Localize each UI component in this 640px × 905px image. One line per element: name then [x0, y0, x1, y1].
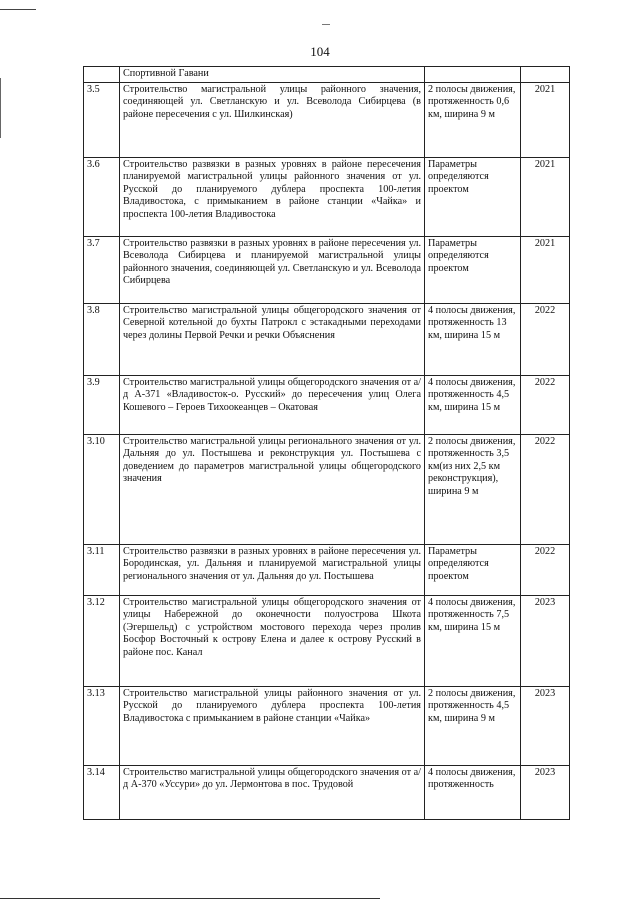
- row-description: Строительство магистральной улицы общегородского значения от а/д А-370 «Уссури» до ул. Лермонтова в пос. Трудовой: [120, 765, 425, 819]
- scan-corner-mark: [0, 9, 36, 10]
- row-year: 2022: [521, 303, 570, 375]
- row-description: Строительство магистральной улицы районного значения, соединяющей ул. Светланскую и ул. Всеволода Сибирцева (в районе пересечения с ул. Шилкинская): [120, 82, 425, 157]
- table-row: [84, 686, 570, 765]
- row-description: Строительство магистральной улицы общегородского значения от а/д А-371 «Владивосток-о. Русский» до пересечения улиц Олега Кошевого – Героев Тихоокеанцев – Окатовая: [120, 375, 425, 434]
- table-row: [84, 236, 570, 303]
- projects-table: [83, 66, 570, 820]
- row-parameters: 4 полосы движения, протяженность 4,5 км, ширина 15 м: [425, 375, 521, 434]
- row-number: 3.13: [84, 686, 120, 765]
- row-parameters: 2 полосы движения, протяженность 4,5 км, ширина 9 м: [425, 686, 521, 765]
- row-year: 2023: [521, 765, 570, 819]
- table-row: [84, 67, 570, 83]
- row-number: 3.10: [84, 434, 120, 544]
- row-number: 3.11: [84, 544, 120, 595]
- projects-table-body: [84, 67, 570, 820]
- table-row: [84, 434, 570, 544]
- row-description: Строительство магистральной улицы регионального значения от ул. Дальняя до ул. Постышева и реконструкция ул. Постышева с доведением до параметров магистральной улицы общегородского значения: [120, 434, 425, 544]
- row-description: Строительство развязки в разных уровнях в районе пересечения ул. Бородинская, ул. Дальняя и планируемой магистральной улицы регионального значения от ул. Дальняя до ул. Постышева: [120, 544, 425, 595]
- row-number: 3.7: [84, 236, 120, 303]
- row-parameters: [425, 67, 521, 83]
- row-year: 2022: [521, 434, 570, 544]
- row-parameters: 4 полосы движения, протяженность 13 км, ширина 15 м: [425, 303, 521, 375]
- row-description: Строительство магистральной улицы общегородского значения от Северной котельной до бухты Патрокл с эстакадными переходами через долины Первой Речки и речки Объяснения: [120, 303, 425, 375]
- row-year: 2021: [521, 157, 570, 236]
- table-row: [84, 82, 570, 157]
- table-row: [84, 375, 570, 434]
- row-parameters: Параметры определяются проектом: [425, 544, 521, 595]
- row-year: 2023: [521, 595, 570, 686]
- row-parameters: 2 полосы движения, протяженность 3,5 км(из них 2,5 км реконструкция), ширина 9 м: [425, 434, 521, 544]
- row-year: [521, 67, 570, 83]
- row-number: 3.12: [84, 595, 120, 686]
- page-number: 104: [310, 44, 330, 59]
- row-number: 3.14: [84, 765, 120, 819]
- row-year: 2022: [521, 544, 570, 595]
- scan-artifact: [322, 24, 330, 25]
- table-row: [84, 303, 570, 375]
- scan-edge-mark: [0, 78, 1, 138]
- row-parameters: 4 полосы движения, протяженность: [425, 765, 521, 819]
- row-parameters: 4 полосы движения, протяженность 7,5 км, ширина 15 м: [425, 595, 521, 686]
- row-parameters: Параметры определяются проектом: [425, 157, 521, 236]
- row-description: Строительство магистральной улицы общегородского значения от улицы Набережной до оконечности полуострова Шкота (Эгершельд) с устройством мостового перехода через пролив Босфор Восточный к острову Елена и далее к острову Русский в районе пос. Канал: [120, 595, 425, 686]
- row-parameters: 2 полосы движения, протяженность 0,6 км, ширина 9 м: [425, 82, 521, 157]
- row-year: 2022: [521, 375, 570, 434]
- row-year: 2023: [521, 686, 570, 765]
- bottom-rule: [0, 898, 380, 899]
- table-row: [84, 765, 570, 819]
- row-parameters: Параметры определяются проектом: [425, 236, 521, 303]
- table-row: [84, 544, 570, 595]
- table-row: [84, 157, 570, 236]
- row-number: 3.6: [84, 157, 120, 236]
- row-year: 2021: [521, 236, 570, 303]
- row-description: Строительство развязки в разных уровнях в районе пересечения планируемой магистральной улицы районного значения от ул. Русской до планируемого дублера проспекта 100-летия Владивостока, с примыканием в районе станции «Чайка» и проспекта 100-летия Владивостока: [120, 157, 425, 236]
- table-row: [84, 595, 570, 686]
- row-description: Строительство магистральной улицы районного значения от ул. Русской до планируемого дублера проспекта 100-летия Владивостока с примыканием в районе станции «Чайка»: [120, 686, 425, 765]
- row-number: 3.8: [84, 303, 120, 375]
- row-year: 2021: [521, 82, 570, 157]
- row-number: [84, 67, 120, 83]
- row-description: Спортивной Гавани: [120, 67, 425, 83]
- row-description: Строительство развязки в разных уровнях в районе пересечения ул. Всеволода Сибирцева и планируемой магистральной улицы районного значения, соединяющей ул. Светланскую и ул. Всеволода Сибирцева: [120, 236, 425, 303]
- row-number: 3.5: [84, 82, 120, 157]
- row-number: 3.9: [84, 375, 120, 434]
